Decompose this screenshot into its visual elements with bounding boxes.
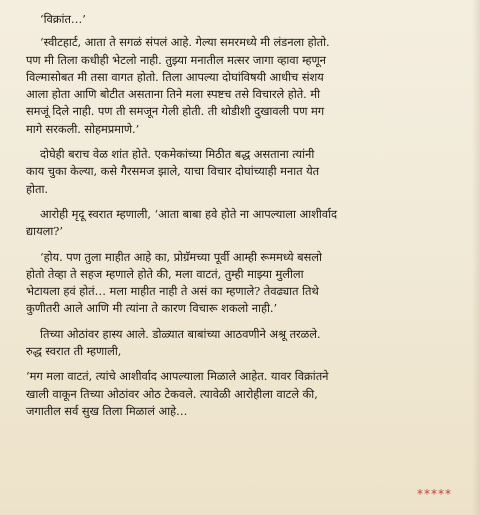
text-line: ‘मग मला वाटतं, त्यांचे आशीर्वाद आपल्याला मिळाले आहेत. यावर विक्रांतने bbox=[26, 369, 329, 384]
text-line: ‘स्वीटहार्ट, आता ते सगळं संपलं आहे. गेल्या समरमध्ये मी लंडनला होतो. bbox=[40, 35, 330, 50]
text-line: पण मी तिला कधीही भेटलो नाही. तुझ्या मनातील मत्सर जागा व्हावा म्हणून bbox=[26, 52, 326, 67]
story-paragraph bbox=[26, 11, 470, 28]
text-line: तिच्या ओठांवर हास्य आले. डोळ्यात बाबांच्या आठवणीने अश्रू तरळले. bbox=[40, 326, 321, 341]
text-line: होतो तेव्हा ते सहज म्हणाले होते की, मला वाटतं, तुम्ही माझ्या मुलीला bbox=[26, 266, 304, 281]
story-paragraph bbox=[26, 326, 470, 361]
text-line: आला होता आणि बोटीत असताना तिने मला स्पष्टच तसे विचारले होते. मी bbox=[26, 87, 321, 102]
end-of-story-marker: ***** bbox=[417, 487, 452, 501]
text-line: ‘होय. पण तुला माहीत आहे का, प्रोग्रॅमच्या पूर्वी आम्ही रूममध्ये बसलो bbox=[40, 249, 322, 264]
text-line: जगातील सर्व सुख तिला मिळालं आहे… bbox=[26, 403, 188, 418]
text-line: विल्मासोबत मी तसा वागत होतो. तिला आपल्या दोघांविषयी आधीच संशय bbox=[26, 69, 324, 84]
text-line: काय चुका केल्या, कसे गैरसमज झाले, याचा विचार दोघांच्याही मनात येत bbox=[26, 164, 320, 179]
text-line: ‘विक्रांत…’ bbox=[40, 12, 86, 26]
text-line: भेटायला हवं होतं… मला माहीत नाही ते असं का म्हणाले? तेवढ्यात तिथे bbox=[26, 284, 319, 299]
story-paragraph bbox=[26, 368, 470, 420]
story-paragraph bbox=[26, 34, 470, 138]
page-edge-shadow bbox=[472, 0, 480, 515]
text-line: द्यायला?’ bbox=[26, 224, 63, 239]
story-paragraph bbox=[26, 146, 470, 198]
text-line: होता. bbox=[26, 181, 48, 196]
text-line: मागे सरकली. सोहमप्रमाणे.’ bbox=[26, 121, 140, 136]
text-line: रुद्ध स्वरात ती म्हणाली, bbox=[26, 344, 122, 359]
text-line: समजूं दिले नाही. पण ती समजून गेली होती. ती थोडीशी दुखावली पण मग bbox=[26, 104, 325, 119]
story-paragraph bbox=[26, 206, 470, 241]
story-paragraph bbox=[26, 249, 470, 318]
text-line: खाली वाकून तिच्या ओठांवर ओठ टेकवले. त्यावेळी आरोहीला वाटले की, bbox=[26, 386, 318, 401]
text-line: कुणीतरी आले आणि मी त्यांना ते कारण विचारू शकलो नाही.’ bbox=[26, 301, 278, 316]
text-line: आरोही मृदू स्वरात म्हणाली, ‘आता बाबा हवे होते ना आपल्याला आशीर्वाद bbox=[40, 206, 337, 221]
text-line: दोघेही बराच वेळ शांत होते. एकमेकांच्या मिठीत बद्ध असताना त्यांनी bbox=[40, 147, 315, 162]
